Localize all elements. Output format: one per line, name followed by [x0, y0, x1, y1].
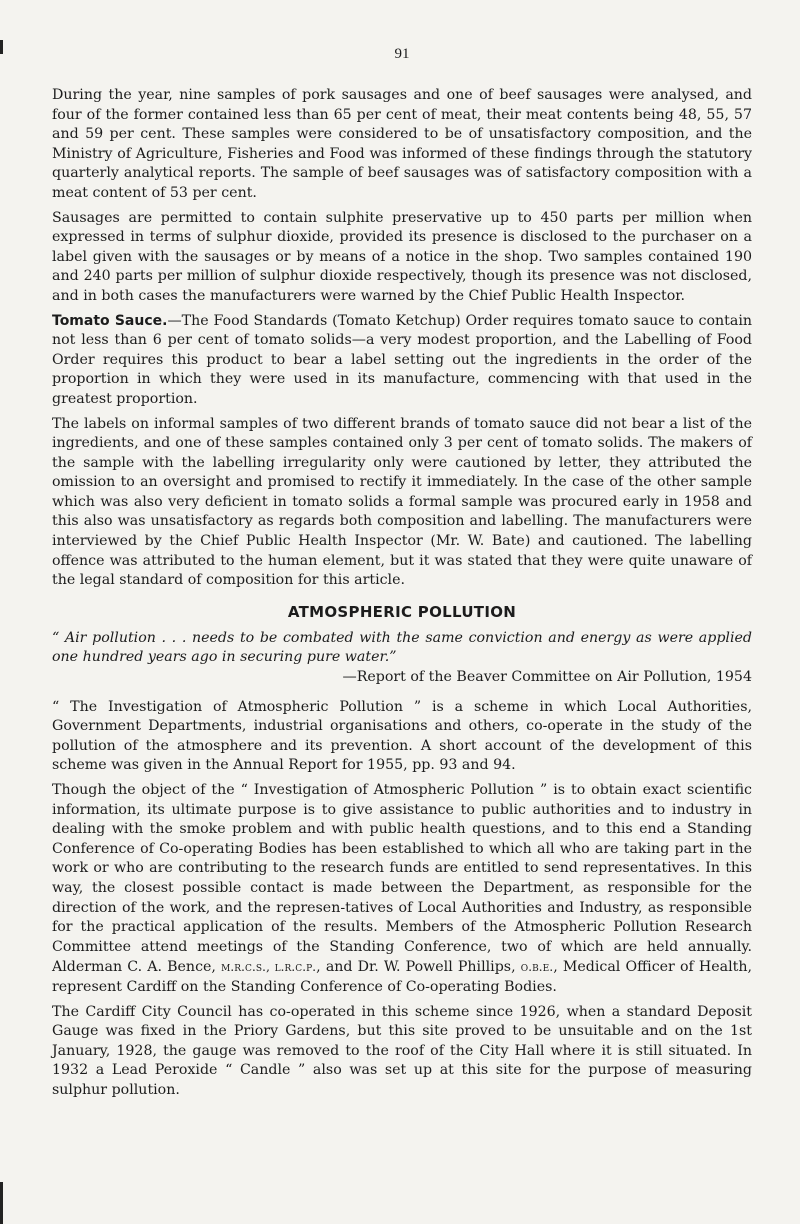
qualification-1: m.r.c.s., l.r.c.p. [221, 959, 317, 975]
qualification-2: o.b.e. [520, 959, 554, 975]
epigraph-attribution: —Report of the Beaver Committee on Air Pollution, 1954 [342, 669, 752, 686]
atmospheric-paragraph-1: “ The Investigation of Atmospheric Pollution ” is a scheme in which Local Authorities, Government Departments, industrial organisations and others, co-operate in the study of the pollution of the atmosphere and its prevention. A short account of the development of this scheme was given in the Annual Report for 1955, pp. 93 and 94. [52, 698, 752, 774]
atmospheric-paragraph-3: The Cardiff City Council has co-operated in this scheme since 1926, when a standard Deposit Gauge was fixed in the Priory Gardens, but this site proved to be unsuitable and on the 1st January, 1928, the gauge was removed to the roof of the City Hall where it is still situated. In 1932 a Lead Peroxide “ Candle ” also was set up at this site for the purpose of measuring sulphur pollution. [52, 1003, 752, 1098]
atmospheric-pollution-heading: ATMOSPHERIC POLLUTION [287, 602, 517, 621]
tomato-sauce-paragraph-1 [52, 312, 752, 410]
atmospheric-paragraph-2-mid: , and Dr. W. Powell Phillips, [316, 959, 521, 976]
binding-edge-mark-bottom [0, 1182, 3, 1224]
epigraph-quote: “ Air pollution . . . needs to be combated with the same conviction and energy as were applied one hundred years ago in securing pure water.” [52, 629, 752, 666]
sausages-paragraph-2: Sausages are permitted to contain sulphite preservative up to 450 parts per million when expressed in terms of sulphur dioxide, provided its presence is disclosed to the purchaser on a label given with the sausages or by means of a notice in the shop. Two samples contained 190 and 240 parts per million of sulphur dioxide respectively, though its presence was not disclosed, and in both cases the manufacturers were warned by the Chief Public Health Inspector. [52, 209, 752, 304]
atmospheric-paragraph-2 [52, 781, 752, 998]
page-number: 91 [394, 46, 410, 62]
tomato-sauce-paragraph-2: The labels on informal samples of two different brands of tomato sauce did not bear a list of the ingredients, and one of these samples contained only 3 per cent of tomato solids. The makers of the sample with the labelling irregularity only were cautioned by letter, they attributed the omission to an oversight and promised to rectify it immediately. In the case of the other sample which was also very deficient in tomato solids a formal sample was procured early in 1958 and this also was unsatisfactory as regards both composition and labelling. The manufacturers were interviewed by the Chief Public Health Inspector (Mr. W. Bate) and cautioned. The labelling offence was attributed to the human element, but it was stated that they were quite unaware of the legal standard of composition for this article. [52, 415, 752, 589]
atmospheric-paragraph-2-end: , Medical Officer of Health, represent Cardiff on the Standing Conference of Co-operating Bodies. [52, 959, 753, 995]
binding-edge-mark-top [0, 40, 3, 54]
sausages-paragraph-1: During the year, nine samples of pork sausages and one of beef sausages were analysed, and four of the former contained less than 65 per cent of meat, their meat contents being 48, 55, 57 and 59 per cent. These samples were considered to be of unsatisfactory composition, and the Ministry of Agriculture, Fisheries and Food was informed of these findings through the statutory quarterly analytical reports. The sample of beef sausages was of satisfactory composition with a meat content of 53 per cent. [52, 87, 752, 201]
atmospheric-paragraph-2-start: Though the object of the “ Investigation of Atmospheric Pollution ” is to obtain exact scientific information, its ultimate purpose is to give assistance to public authorities and to industry in dealing with the smoke problem and with public health questions, and to this end a Standing Conference of Co-operating Bodies has been established to which all who are taking part in the work or who are contributing to the research funds are entitled to send representatives. In this way, the closest possible contact is made between the Department, as responsible for the direction of the work, and the represen-tatives of Local Authorities and Industry, as responsible for the practical application of the results. Members of the Atmospheric Pollution Research Committee attend meetings of the Standing Conference, two of which are held annually. Alderman C. A. Bence, [52, 782, 752, 976]
tomato-sauce-heading: Tomato Sauce. [52, 312, 168, 329]
tomato-sauce-text: —The Food Standards (Tomato Ketchup) Order requires tomato sauce to contain not less than 6 per cent of tomato solids—a very modest proportion, and the Labelling of Food Order requires this product to bear a label setting out the ingredients in the order of the proportion in which they were used in its manufacture, commencing with that used in the greatest proportion. [52, 312, 752, 407]
body-text [52, 86, 752, 1106]
